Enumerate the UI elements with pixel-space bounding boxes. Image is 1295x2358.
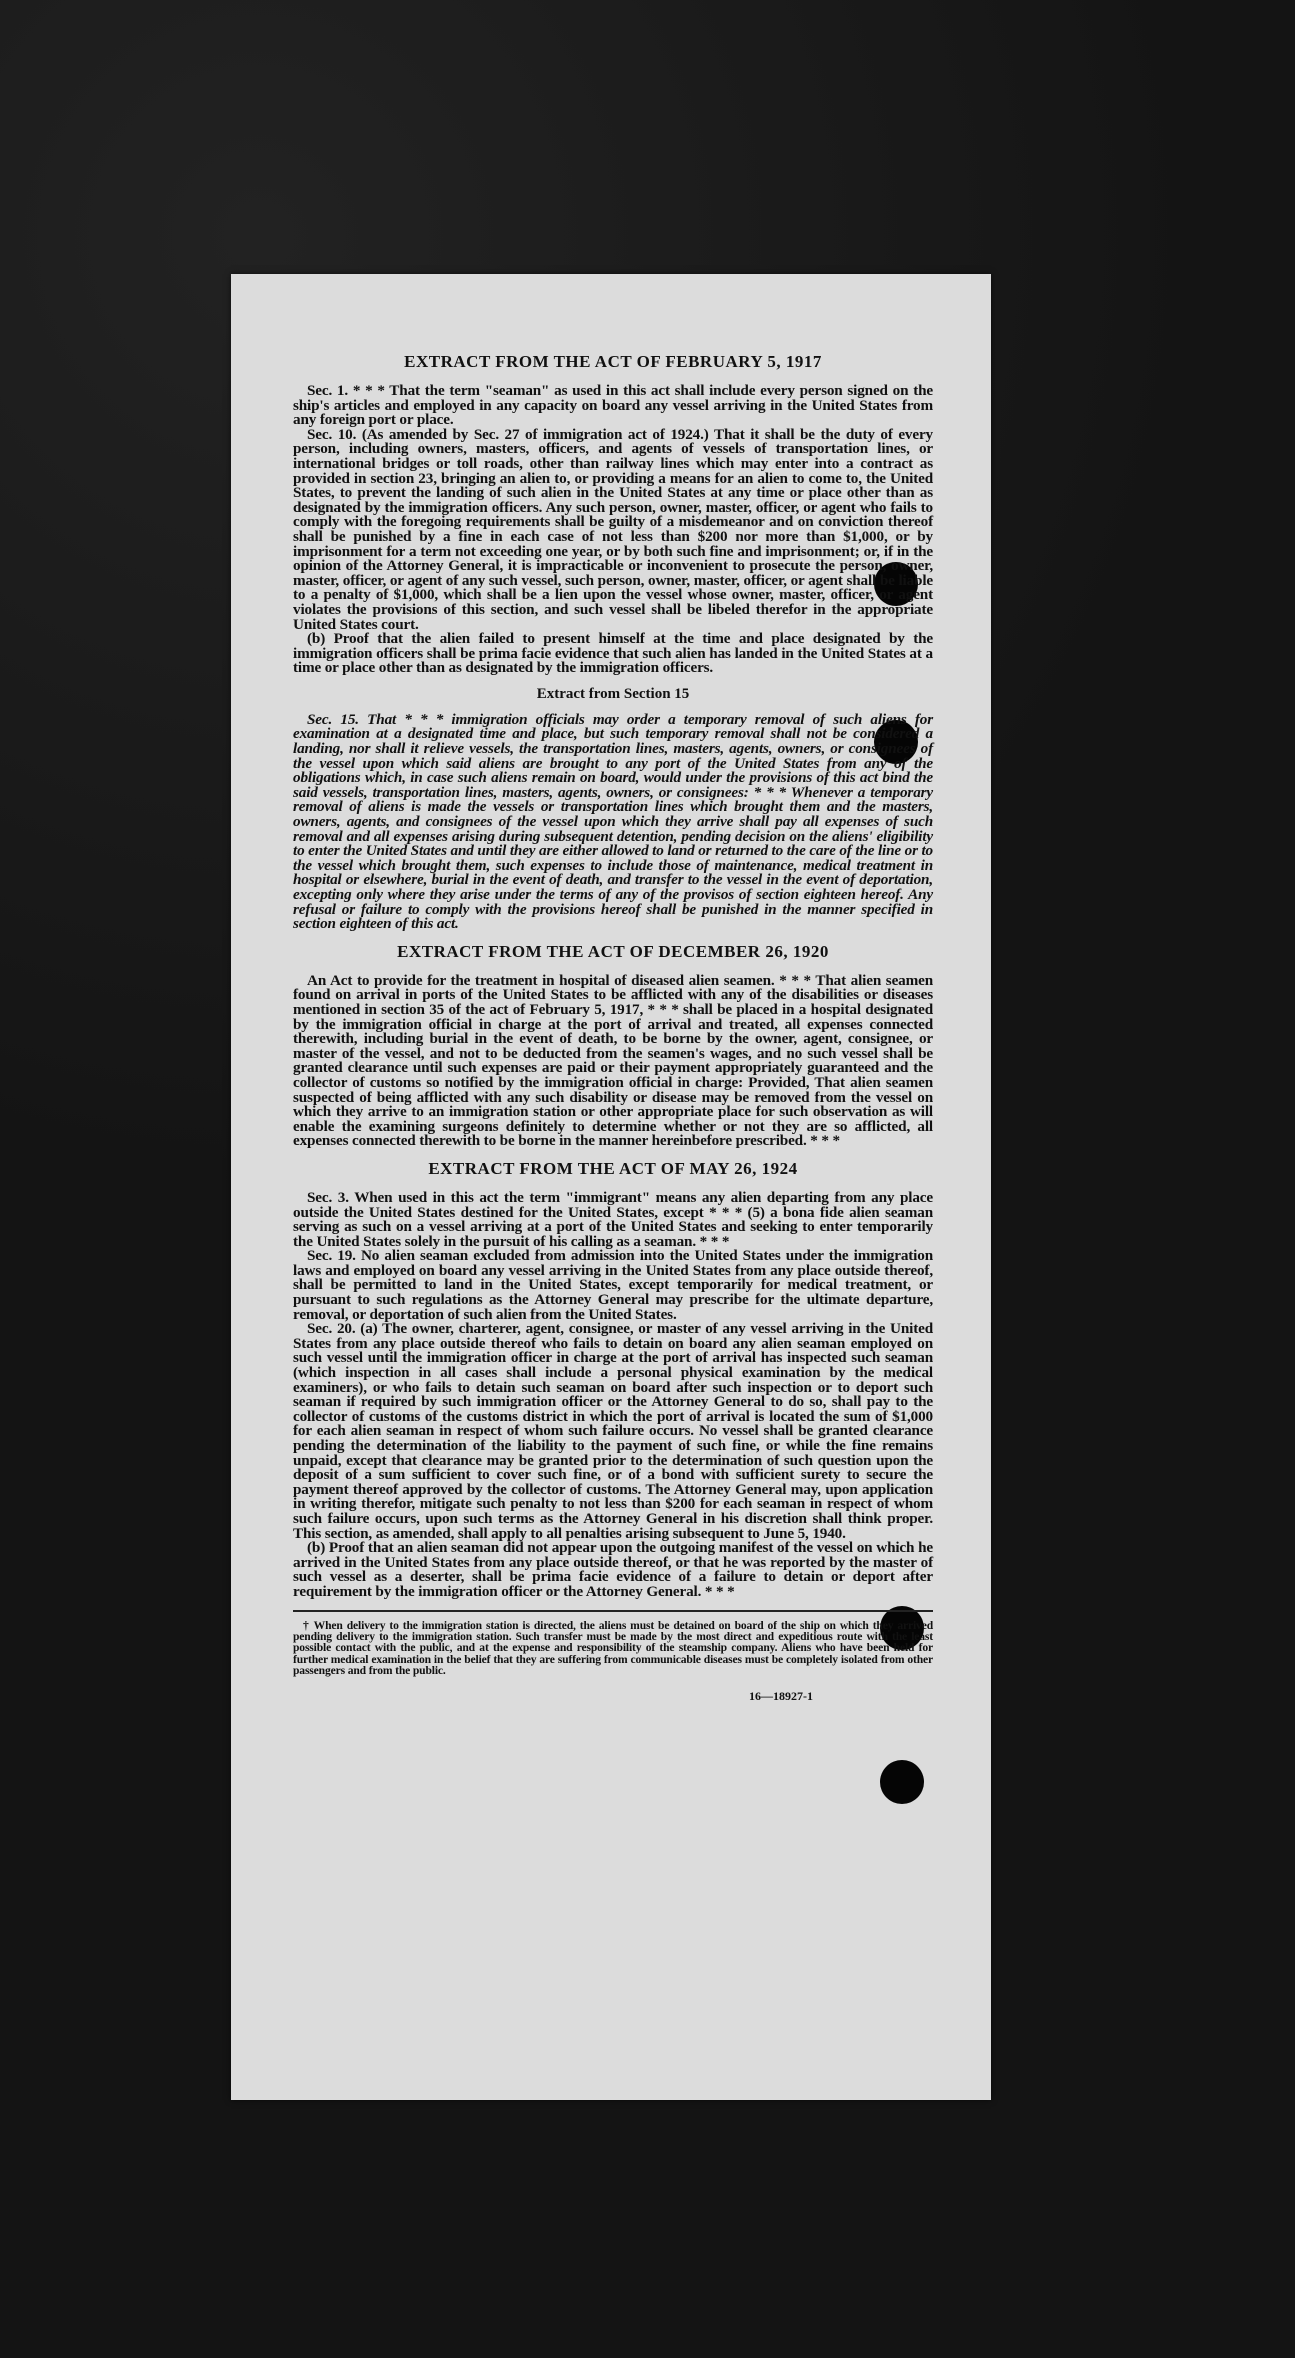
paragraph: (b) Proof that an alien seaman did not appear upon the outgoing manifest of the vessel on which he arrived in the United States from any place outside thereof, or that he was reported by the master of such vessel as a deserter, shall be prima facie evidence of a failure to detain or deport after requirement by the immigration officer or the Attorney General. * * * [293,1539,933,1600]
section-heading: EXTRACT FROM THE ACT OF DECEMBER 26, 1920 [397,941,829,961]
paragraph: Sec. 15. That * * * immigration officials may order a temporary removal of such aliens for examination at a designated time and place, but such temporary removal shall not be considered a landing, nor shall it relieve vessels, the transportation lines, masters, agents, owners, or consignees of the vessel upon which said aliens are brought to any port of the United States from any of the obligations which, in case such aliens remain on board, would under the provisions of this act bind the said vessels, transportation lines, masters, agents, owners, or consignees: * * * Whenever a temporary removal of aliens is made the vessels or transportation lines which brought them and the masters, owners, agents, and consignees of the vessel upon which they arrive shall pay all expenses of such removal and all expenses arising during subsequent detention, pending decision on the aliens' eligibility to enter the United States and until they are either allowed to land or returned to the care of the line or to the vessel which brought them, such expenses to include those of maintenance, medical treatment in hospital or elsewhere, burial in the event of death, and transfer to the vessel in the event of deportation, excepting only where they arise under the terms of any of the provisos of section eighteen hereof. Any refusal or failure to comply with the provisions hereof shall be punished in the manner specified in section eighteen of this act. [293,710,933,933]
section-act-1917 [293,352,933,676]
section-heading: EXTRACT FROM THE ACT OF FEBRUARY 5, 1917 [404,352,822,371]
paragraph: Sec. 3. When used in this act the term "immigrant" means any alien departing from any place outside the United States destined for the United States, except * * * (5) a bona fide alien seaman serving as such on a vessel arriving at a port of the United States and seeking to enter temporarily the United States solely in the pursuit of his calling as a seaman. * * * [293,1188,933,1250]
footnote-text: † When delivery to the immigration station is directed, the aliens must be detained on board of the ship on which they arrived pending delivery to the immigration station. Such transfer must be made by the most direct and expeditious route with the least possible contact with the public, and at the expense and responsibility of the steamship company. Aliens who have been held for further medical examination in the belief that they are suffering from communicable diseases must be completely isolated from other passengers and from the public. [293,1618,933,1678]
paragraph: An Act to provide for the treatment in hospital of diseased alien seamen. * * * That alien seamen found on arrival in ports of the United States to be afflicted with any of the disabilities or diseases mentioned in section 35 of the act of February 5, 1917, * * * shall be placed in a hospital designated by the immigration official in charge at the port of arrival and treated, all expenses connected therewith, including burial in the event of death, to be borne by the owner, agent, consignee, or master of the vessel, and not to be deducted from the seamen's wages, and no such vessel shall be granted clearance until such expenses are paid or their payment appropriately guaranteed and the collector of customs so notified by the immigration official in charge: Provided, That alien seamen suspected of being afflicted with any such disability or disease may be removed from the vessel on which they arrive to an immigration station or other appropriate place for such observation as will enable the examining surgeons definitely to determine whether or not they are so afflicted, all expenses connected therewith to be borne in the manner hereinbefore prescribed. * * * [293,971,933,1150]
section-heading: Extract from Section 15 [536,685,690,702]
section-heading: EXTRACT FROM THE ACT OF MAY 26, 1924 [428,1158,798,1178]
paragraph: Sec. 1. * * * That the term "seaman" as used in this act shall include every person signed on the ship's articles and employed in any capacity on board any vessel arriving in the United States from any foreign port or place. [293,382,933,429]
section-extract-15 [293,686,933,932]
section-act-1920 [293,942,933,1149]
paragraph: (b) Proof that the alien failed to present himself at the time and place designated by the immigration officers shall be prima facie evidence that such alien has landed in the United States at a time or place other than as designated by the immigration officers. [293,630,933,677]
document-page [231,274,991,2100]
paragraph: Sec. 19. No alien seaman excluded from admission into the United States under the immigration laws and employed on board any vessel arriving in the United States from any place outside thereof, shall be permitted to land in the United States, except temporarily for medical treatment, or pursuant to such regulations as the Attorney General may prescribe for the ultimate departure, removal, or deportation of such alien from the United States. [293,1247,933,1323]
footnote [293,1620,933,1677]
paragraph: Sec. 20. (a) The owner, charterer, agent, consignee, or master of any vessel arriving in the United States from any place outside thereof who fails to detain on board any alien seaman employed on such vessel until the immigration officer in charge at the port of arrival has inspected such seaman (which inspection in all cases shall include a personal physical examination by the medical examiners), or who fails to detain such seaman on board after such inspection or to deport such seaman if required by such immigration officer or the Attorney General to do so, shall pay to the collector of customs of the customs district in which the port of arrival is located the sum of $1,000 for each alien seaman in respect of whom such failure occurs. No vessel shall be granted clearance pending the determination of the liability to the payment of such fine, or while the fine remains unpaid, except that clearance may be granted prior to the determination of such question upon the deposit of a sum sufficient to cover such fine, or of a bond with sufficient surety to secure the payment thereof approved by the collector of customs. The Attorney General may, upon application in writing therefor, mitigate such penalty to not less than $200 for each seaman in respect of whom such failure occurs, upon such terms as the Attorney General in his discretion shall think proper. This section, as amended, shall apply to all penalties arising subsequent to June 5, 1940. [293,1320,933,1542]
punch-hole [880,1760,924,1804]
section-act-1924 [293,1159,933,1600]
paragraph: Sec. 10. (As amended by Sec. 27 of immigration act of 1924.) That it shall be the duty of every person, including owners, masters, officers, and agents of vessels of transportation lines, or international bridges or toll roads, other than railway lines which may enter into a contract as provided in section 23, bringing an alien to, or providing a means for an alien to come to, the United States, to prevent the landing of such alien in the United States at any time or place other than as designated by the immigration officers. Any such person, owner, master, officer, or agent who fails to comply with the foregoing requirements shall be guilty of a misdemeanor and on conviction thereof shall be punished by a fine in each case of not less than $200 nor more than $1,000, or by imprisonment for a term not exceeding one year, or by both such fine and imprisonment; or, if in the opinion of the Attorney General, it is impracticable or inconvenient to prosecute the person, owner, master, officer, or agent of any such vessel, such person, owner, master, officer, or agent shall be liable to a penalty of $1,000, which shall be a lien upon the vessel whose owner, master, officer, or agent violates the provisions of this section, and such vessel shall be libeled therefor in the appropriate United States court. [293,425,933,633]
document-body [293,352,933,1704]
footnote-divider [293,1610,933,1612]
form-number: 16—18927-1 [749,1688,813,1703]
